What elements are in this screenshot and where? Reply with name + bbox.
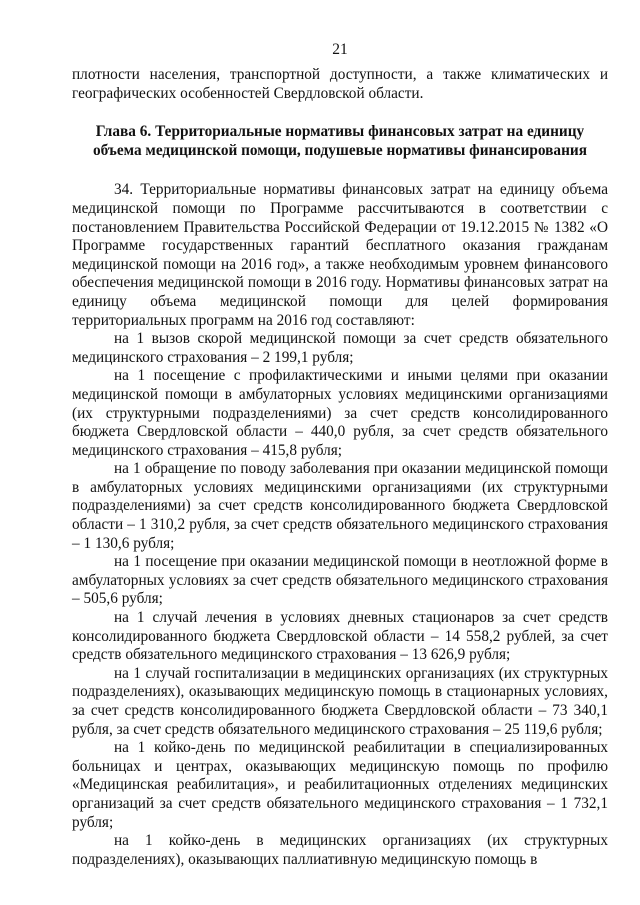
norm-disease-appeal: на 1 обращение по поводу заболевания при оказании медицинской помощи в амбулаторных условиях медицинскими организациями (их структурными подразделениями) за счет средств консолидированного бюджета Свердловской области – 1 310,2 рубля, за счет средств обязательного медицинского страхования – 1 130,6 рубля; — [72, 460, 608, 552]
document-page — [72, 40, 608, 869]
norm-palliative-bed-day: на 1 койко-день в медицинских организациях (их структурных подразделениях), оказывающих паллиативную медицинскую помощь в — [72, 832, 608, 868]
norm-day-hospital-case: на 1 случай лечения в условиях дневных стационаров за счет средств консолидированного бюджета Свердловской области – 14 558,2 рублей, за счет средств обязательного медицинского страхования – 13 626,9 рубля; — [72, 609, 608, 664]
intro-continuation: плотности населения, транспортной доступности, а также климатических и географических особенностей Свердловской области. — [72, 66, 608, 102]
norm-ambulance-call: на 1 вызов скорой медицинской помощи за счет средств обязательного медицинского страхования – 2 199,1 рубля; — [72, 330, 608, 366]
paragraph-34: 34. Территориальные нормативы финансовых затрат на единицу объема медицинской помощи по Программе рассчитываются в соответствии с постановлением Правительства Российской Федерации от 19.12.2015 № 1382 «О Программе государственных гарантий бесплатного оказания гражданам медицинской помощи на 2016 год», а также необходимым уровнем финансового обеспечения медицинской помощи в 2016 году. Нормативы финансовых затрат на единицу объема медицинской помощи для целей формирования территориальных программ на 2016 год составляют: — [72, 181, 608, 329]
chapter-heading: Глава 6. Территориальные нормативы финансовых затрат на единицу объема медицинской помощи, подушевые нормативы финансирования — [93, 123, 587, 159]
norm-urgent-visit: на 1 посещение при оказании медицинской помощи в неотложной форме в амбулаторных условиях за счет средств обязательного медицинского страхования – 505,6 рубля; — [72, 553, 608, 608]
norm-rehabilitation-bed-day: на 1 койко-день по медицинской реабилитации в специализированных больницах и центрах, оказывающих медицинскую помощь по профилю «Медицинская реабилитация», и реабилитационных отделениях медицинских организаций за счет средств обязательного медицинского страхования – 1 732,1 рубля; — [72, 739, 608, 831]
norm-preventive-visit: на 1 посещение с профилактическими и иными целями при оказании медицинской помощи в амбулаторных условиях медицинскими организациями (их структурными подразделениями) за счет средств консолидированного бюджета Свердловской области – 440,0 рубля, за счет средств обязательного медицинского страхования – 415,8 рубля; — [72, 367, 608, 459]
norm-hospitalization-case: на 1 случай госпитализации в медицинских организациях (их структурных подразделениях), оказывающих медицинскую помощь в стационарных условиях, за счет средств консолидированного бюджета Свердловской области – 73 340,1 рубля, за счет средств обязательного медицинского страхования – 25 119,6 рубля; — [72, 664, 608, 738]
page-number: 21 — [332, 41, 348, 58]
